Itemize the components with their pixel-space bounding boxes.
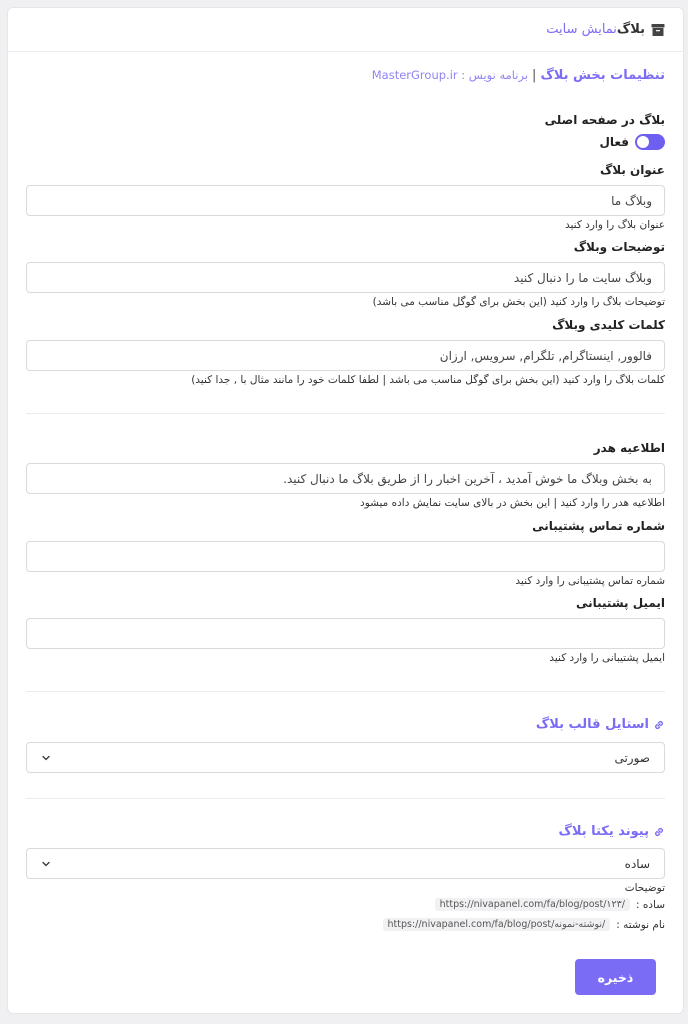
blog-keywords-label: کلمات کلیدی وبلاگ — [552, 318, 665, 332]
divider — [26, 691, 665, 692]
blog-title-help: عنوان بلاگ را وارد کنید — [565, 219, 665, 231]
chevron-down-icon — [41, 753, 51, 763]
permalink-name-label: نام نوشته : — [616, 918, 665, 931]
header-title: بلاگ — [616, 22, 645, 37]
blog-home-toggle-row — [599, 134, 665, 150]
blog-title-label: عنوان بلاگ — [599, 163, 665, 177]
support-email-label: ایمیل پشتیبانی — [575, 596, 665, 610]
template-style-select[interactable] — [26, 742, 665, 773]
template-style-title — [536, 717, 665, 732]
template-style-title-text: استایل قالب بلاگ — [535, 717, 649, 732]
permalink-select[interactable] — [26, 848, 665, 879]
link-icon — [653, 719, 665, 731]
chevron-down-icon — [41, 859, 51, 869]
section-title-main: تنظیمات بخش بلاگ — [540, 68, 665, 83]
blog-home-label: بلاگ در صفحه اصلی — [544, 113, 665, 127]
blog-desc-help: توضیحات بلاگ را وارد کنید (این بخش برای گوگل مناسب می باشد) — [372, 296, 665, 308]
save-button[interactable]: ذخیره — [575, 959, 656, 995]
support-email-input[interactable] — [26, 618, 665, 649]
divider — [26, 413, 665, 414]
section-subtitle: برنامه نویس : MasterGroup.ir — [371, 68, 529, 82]
support-phone-label: شماره تماس پشتیبانی — [532, 519, 665, 533]
blog-desc-input[interactable]: وبلاگ سایت ما را دنبال کنید — [26, 262, 665, 293]
settings-card — [7, 7, 684, 1014]
header-notice-label: اطلاعیه هدر — [593, 441, 665, 455]
permalink-title — [559, 824, 665, 839]
blog-desc-label: توضیحات وبلاگ — [573, 240, 665, 254]
permalink-title-text: پیوند یکتا بلاگ — [558, 824, 649, 839]
permalink-desc-title-text: توضیحات — [624, 882, 665, 894]
support-email-help: ایمیل پشتیبانی را وارد کنید — [549, 652, 665, 664]
blog-keywords-input[interactable]: فالوور, اینستاگرام, تلگرام, سرویس, ارزان — [26, 340, 665, 371]
section-title-separator: | — [532, 68, 537, 83]
header-notice-input[interactable]: به بخش وبلاگ ما خوش آمدید ، آخرین اخبار را از طریق بلاگ ما دنبال کنید. — [26, 463, 665, 494]
support-phone-help: شماره تماس پشتیبانی را وارد کنید — [515, 575, 665, 587]
header-notice-help: اطلاعیه هدر را وارد کنید | این بخش در بالای سایت نمایش داده میشود — [360, 497, 665, 509]
link-icon — [653, 826, 665, 838]
permalink-selected: ساده — [624, 856, 650, 871]
view-site-link[interactable]: نمایش سایت — [546, 22, 617, 37]
divider — [26, 798, 665, 799]
card-header — [8, 8, 683, 52]
blog-keywords-help: کلمات بلاگ را وارد کنید (این بخش برای گوگل مناسب می باشد | لطفا کلمات خود را مانند مثال با , جدا کنید) — [191, 374, 665, 386]
blog-home-toggle-label: فعال — [599, 135, 629, 149]
blog-home-toggle[interactable] — [635, 134, 665, 150]
template-style-selected: صورتی — [614, 750, 650, 765]
permalink-simple-label: ساده : — [635, 898, 665, 911]
permalink-name-example: https://nivapanel.com/fa/blog/post/نوشته-نمونه/ — [383, 918, 611, 931]
blog-title-input[interactable]: وبلاگ ما — [26, 185, 665, 216]
section-title — [372, 68, 665, 83]
permalink-simple-example: https://nivapanel.com/fa/blog/post/۱۲۳/ — [435, 898, 630, 911]
archive-icon — [651, 23, 665, 37]
support-phone-input[interactable] — [26, 541, 665, 572]
permalink-name-row — [383, 918, 666, 931]
permalink-desc-title — [625, 882, 665, 894]
permalink-simple-row — [435, 898, 665, 911]
